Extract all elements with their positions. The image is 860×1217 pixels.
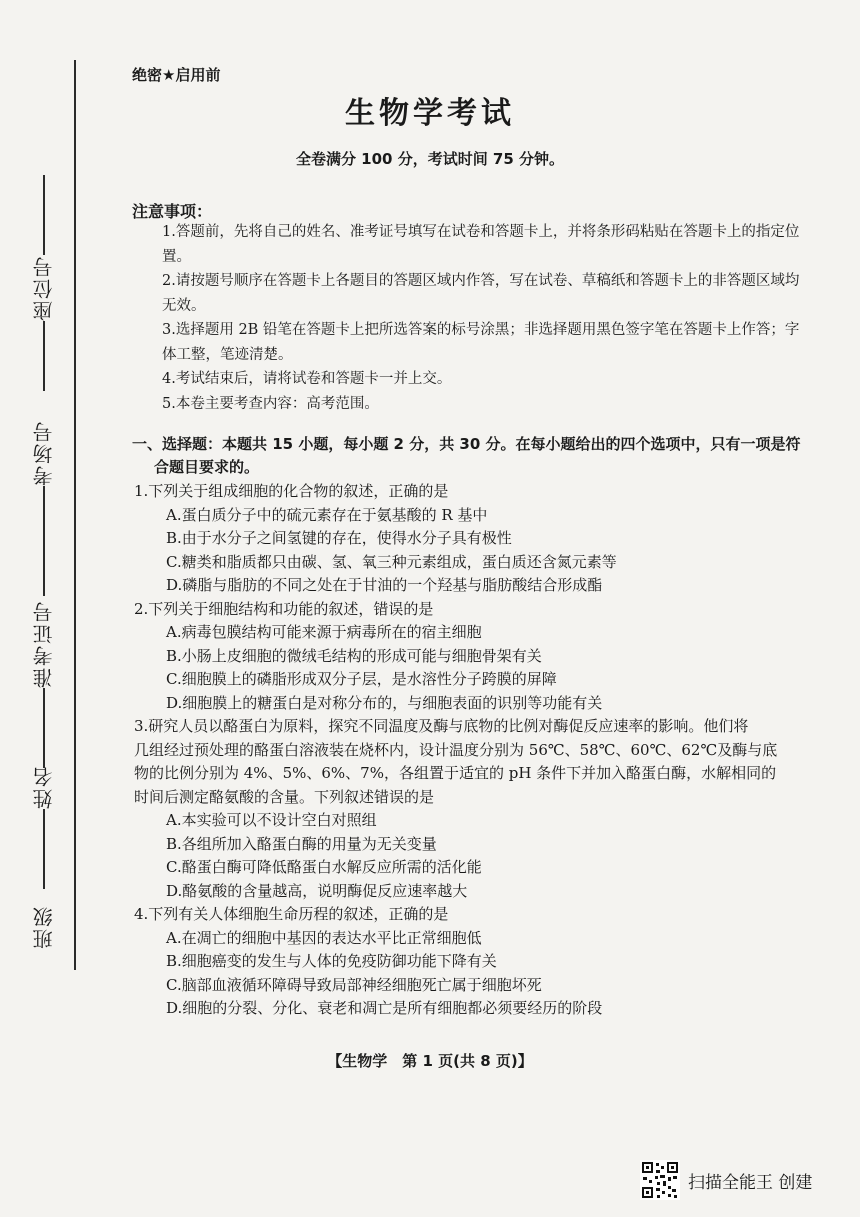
question-stem: 3.研究人员以酪蛋白为原料，探究不同温度及酶与底物的比例对酶促反应速率的影响。他们将 bbox=[134, 717, 749, 735]
watermark-text: 扫描全能王 创建 bbox=[688, 1172, 813, 1193]
notice-item: 4.考试结束后，请将试卷和答题卡一并上交。 bbox=[162, 371, 452, 387]
question-3 bbox=[134, 715, 824, 903]
qr-code-icon bbox=[640, 1160, 680, 1200]
option-b: B.各组所加入酪蛋白酶的用量为无关变量 bbox=[166, 834, 437, 853]
question-stem-line: 物的比例分别为 4%、5%、6%、7%，各组置于适宜的 pH 条件下并加入酪蛋白酶，水解相同的 bbox=[134, 764, 777, 782]
question-stem: 2.下列关于细胞结构和功能的叙述，错误的是 bbox=[134, 599, 434, 618]
page-title: 生物学考试 bbox=[345, 96, 515, 131]
room-label: 考场号 bbox=[32, 420, 56, 486]
option-b: B.由于水分子之间氢键的存在，使得水分子具有极性 bbox=[166, 529, 512, 547]
room-blank bbox=[43, 486, 45, 596]
option-d: D.细胞膜上的糖蛋白是对称分布的，与细胞表面的识别等功能有关 bbox=[166, 693, 603, 712]
binding-line bbox=[74, 60, 76, 970]
question-4 bbox=[134, 903, 824, 1021]
question-stem: 4.下列有关人体细胞生命历程的叙述，正确的是 bbox=[134, 905, 449, 923]
seat-label: 座位号 bbox=[32, 255, 56, 321]
section-heading-line2: 合题目要求的。 bbox=[154, 458, 260, 476]
notice-item: 3.选择题用 2B 铅笔在答题卡上把所选答案的标号涂黑；非选择题用黑色签字笔在答题卡上作答；字体工整，笔迹清楚。 bbox=[162, 322, 800, 363]
section-heading bbox=[132, 433, 812, 479]
exam-id-label: 准考证号 bbox=[32, 600, 56, 688]
question-stem-line: 时间后测定酪氨酸的含量。下列叙述错误的是 bbox=[134, 787, 435, 806]
section-heading-line1: 一、选择题：本题共 15 小题，每小题 2 分，共 30 分。在每小题给出的四个选项中，只有一项是符 bbox=[132, 435, 801, 453]
name-field bbox=[14, 765, 74, 889]
question-1 bbox=[134, 480, 824, 598]
seat-field bbox=[14, 175, 74, 391]
name-blank bbox=[43, 809, 45, 889]
class-field bbox=[14, 905, 74, 949]
option-a: A.病毒包膜结构可能来源于病毒所在的宿主细胞 bbox=[166, 623, 482, 641]
option-b: B.细胞癌变的发生与人体的免疫防御功能下降有关 bbox=[166, 952, 497, 970]
option-c: C.糖类和脂质都只由碳、氢、氧三种元素组成，蛋白质还含氮元素等 bbox=[166, 552, 617, 571]
page-footer: 【生物学 第 1 页(共 8 页)】 bbox=[327, 1052, 533, 1070]
option-d: D.磷脂与脂肪的不同之处在于甘油的一个羟基与脂肪酸结合形成酯 bbox=[166, 576, 603, 594]
exam-info: 全卷满分 100 分，考试时间 75 分钟。 bbox=[295, 150, 565, 168]
notice-item: 2.请按题号顺序在答题卡上各题目的答题区域内作答，写在试卷、草稿纸和答题卡上的非答题区域均无效。 bbox=[162, 273, 800, 314]
name-label: 姓名 bbox=[32, 765, 56, 809]
class-label: 班级 bbox=[32, 905, 56, 949]
option-c: C.酪蛋白酶可降低酪蛋白水解反应所需的活化能 bbox=[166, 858, 482, 876]
notice-item: 5.本卷主要考查内容：高考范围。 bbox=[162, 395, 379, 412]
room-field bbox=[14, 420, 74, 596]
scanner-watermark bbox=[640, 1160, 812, 1200]
seat-blank bbox=[43, 175, 45, 255]
confidential-label: 绝密★启用前 bbox=[132, 66, 221, 84]
option-a: A.在凋亡的细胞中基因的表达水平比正常细胞低 bbox=[166, 928, 482, 947]
option-b: B.小肠上皮细胞的微绒毛结构的形成可能与细胞骨架有关 bbox=[166, 646, 542, 665]
question-2 bbox=[134, 598, 824, 716]
option-a: A.本实验可以不设计空白对照组 bbox=[166, 811, 377, 829]
option-c: C.细胞膜上的磷脂形成双分子层，是水溶性分子跨膜的屏障 bbox=[166, 670, 557, 688]
question-stem: 1.下列关于组成细胞的化合物的叙述，正确的是 bbox=[134, 482, 449, 500]
seat-blank-2 bbox=[43, 321, 45, 391]
notice-item: 1.答题前，先将自己的姓名、准考证号填写在试卷和答题卡上，并将条形码粘贴在答题卡上的指定位置。 bbox=[162, 224, 800, 265]
option-d: D.酪氨酸的含量越高，说明酶促反应速率越大 bbox=[166, 881, 468, 900]
option-c: C.脑部血液循环障碍导致局部神经细胞死亡属于细胞坏死 bbox=[166, 975, 542, 994]
question-stem-line: 几组经过预处理的酪蛋白溶液装在烧杯内，设计温度分别为 56℃、58℃、60℃、62℃及酶与底 bbox=[134, 740, 778, 759]
question-list bbox=[134, 480, 824, 1021]
option-d: D.细胞的分裂、分化、衰老和凋亡是所有细胞都必须要经历的阶段 bbox=[166, 999, 603, 1017]
notice-heading: 注意事项： bbox=[132, 202, 213, 221]
notice-list bbox=[162, 220, 812, 416]
exam-id-blank bbox=[43, 688, 45, 768]
exam-id-field bbox=[14, 600, 74, 768]
option-a: A.蛋白质分子中的硫元素存在于氨基酸的 R 基中 bbox=[166, 505, 488, 524]
